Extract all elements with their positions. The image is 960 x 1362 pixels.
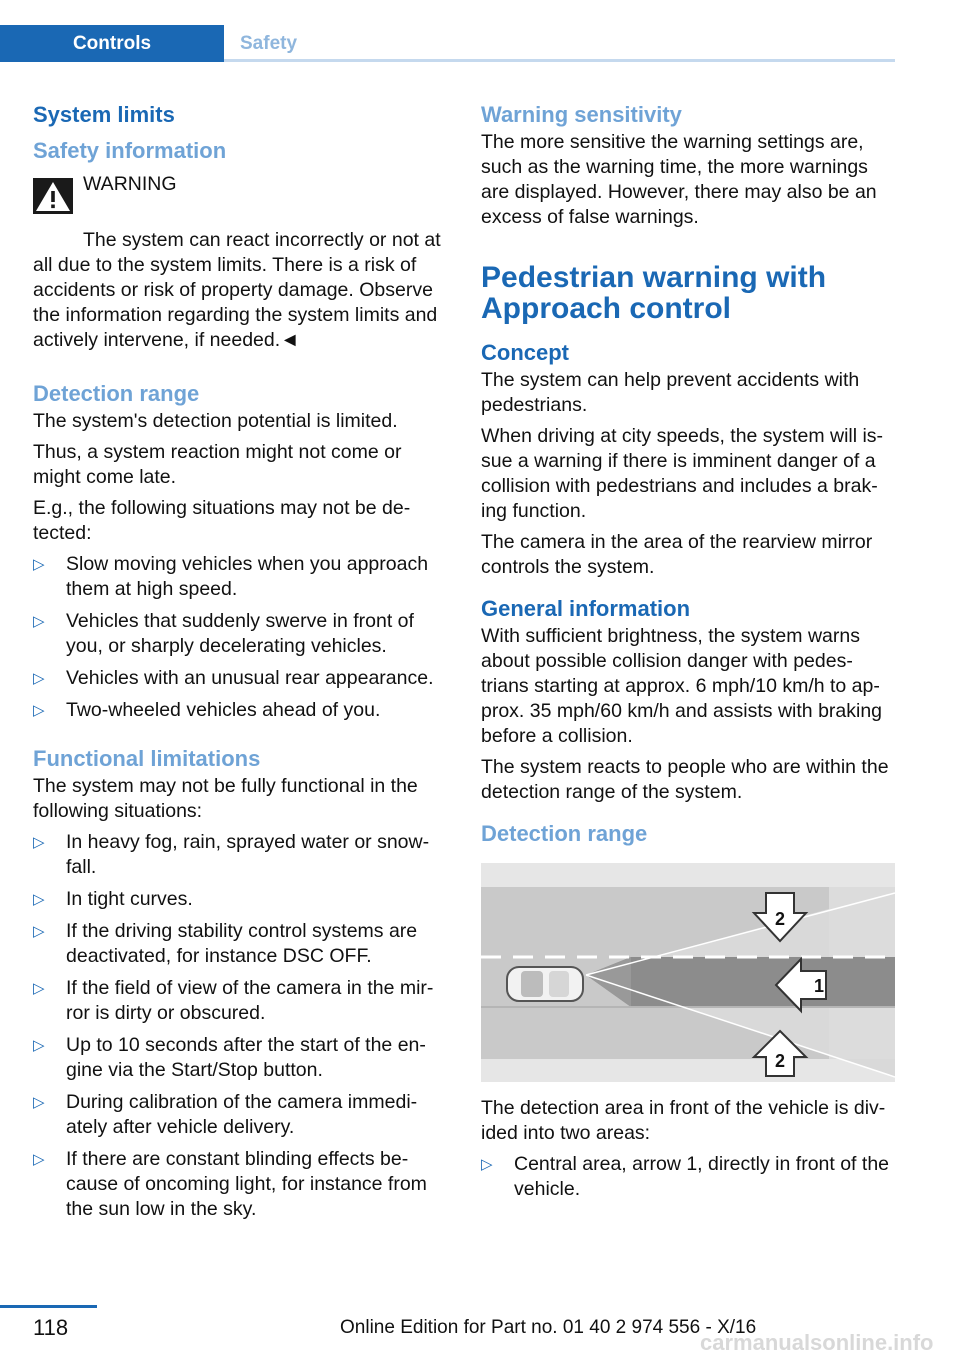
- general-p1: With sufficient brightness, the system warns about possible collision danger with pedes‐trians starting at approx. 6 mph/10 km/h to ap‐prox. 35 mph/60 km/h and assists with braking before a collision.: [481, 625, 883, 747]
- functional-list: [33, 830, 445, 1222]
- triangle-bullet-icon: ▷: [33, 834, 45, 851]
- heading-warning-sensitivity: Warning sensitivity: [481, 102, 682, 127]
- list-item: ▷ Slow moving vehicles when you approach them at high speed.: [33, 553, 429, 600]
- triangle-bullet-icon: ▷: [33, 702, 45, 719]
- after-figure-p1: The detection area in front of the vehicle is div‐ided into two areas:: [481, 1097, 886, 1144]
- list-item: ▷ Up to 10 seconds after the start of the en‐gine via the Start/Stop button.: [33, 1034, 426, 1081]
- label-arrow-center: 1: [813, 976, 825, 996]
- triangle-bullet-icon: ▷: [481, 1156, 493, 1173]
- header-tabbar: [0, 0, 895, 62]
- triangle-bullet-icon: ▷: [33, 923, 45, 940]
- heading-concept: Concept: [481, 340, 569, 365]
- tab-safety[interactable]: Safety: [240, 32, 298, 54]
- list-item: ▷ Two-wheeled vehicles ahead of you.: [33, 699, 381, 721]
- detection-list: [33, 552, 445, 723]
- label-arrow-bottom: 2: [774, 1051, 786, 1071]
- detection-p3: E.g., the following situations may not be de‐tected:: [33, 497, 411, 544]
- list-item: ▷ Vehicles with an unusual rear appearance.: [33, 667, 434, 689]
- heading-system-limits: System limits: [33, 102, 175, 127]
- triangle-bullet-icon: ▷: [33, 613, 45, 630]
- detection-p1: The system's detection potential is limited.: [33, 410, 398, 432]
- heading-general-information: General information: [481, 596, 691, 621]
- page-number: 118: [33, 1315, 69, 1340]
- triangle-bullet-icon: ▷: [33, 1037, 45, 1054]
- concept-p3: The camera in the area of the rearview mirror controls the system.: [481, 531, 873, 578]
- right-column: [481, 100, 895, 1209]
- triangle-bullet-icon: ▷: [33, 1151, 45, 1168]
- vehicle-icon: [507, 967, 583, 1001]
- warning-triangle-icon: [33, 178, 73, 214]
- triangle-bullet-icon: ▷: [33, 1094, 45, 1111]
- heading-detection-range-left: Detection range: [33, 381, 200, 406]
- list-item: ▷ In heavy fog, rain, sprayed water or snow‐fall.: [33, 831, 430, 878]
- heading-functional-limitations: Functional limitations: [33, 746, 261, 771]
- tab-underline: [224, 59, 895, 62]
- footer-rule: [0, 1305, 97, 1308]
- concept-p2: When driving at city speeds, the system will is‐sue a warning if there is imminent danger of a collision with pedestrians and includes a brak‐ing function.: [481, 425, 884, 522]
- edition-text: Online Edition for Part no. 01 40 2 974 556 - X/16: [340, 1317, 757, 1338]
- triangle-bullet-icon: ▷: [33, 980, 45, 997]
- concept-p1: The system can help prevent accidents with pedestrians.: [481, 369, 860, 416]
- list-item: ▷ If there are constant blinding effects be‐cause of oncoming light, for instance from the sun low in the sky.: [33, 1148, 427, 1220]
- warning-text: [33, 203, 445, 353]
- warning-text-content: The system can react incorrectly or not at all due to the system limits. There is a risk of accidents or risk of property damage. Observe the information regarding the system limits and actively intervene, if needed.◄: [33, 229, 441, 351]
- triangle-bullet-icon: ▷: [33, 891, 45, 908]
- heading-pedestrian-warning: Pedestrian warning with Approach control: [481, 261, 827, 325]
- warning-box: [33, 172, 445, 353]
- list-item: ▷ If the field of view of the camera in the mir‐ror is dirty or obscured.: [33, 977, 434, 1024]
- triangle-bullet-icon: ▷: [33, 670, 45, 687]
- list-item: ▷ If the driving stability control systems are deactivated, for instance DSC OFF.: [33, 920, 418, 967]
- tab-controls[interactable]: Controls: [0, 25, 224, 62]
- label-arrow-top: 2: [774, 909, 786, 929]
- warning-label: WARNING: [83, 173, 177, 195]
- general-p2: The system reacts to people who are within the detection range of the system.: [481, 756, 889, 803]
- left-column: [33, 100, 445, 1229]
- functional-p1: The system may not be fully functional in the following situations:: [33, 775, 418, 822]
- list-item: ▷ Central area, arrow 1, directly in front of the vehicle.: [481, 1153, 890, 1200]
- detection-range-figure: [481, 863, 895, 1082]
- heading-detection-range-right: Detection range: [481, 821, 648, 846]
- area-list: [481, 1152, 895, 1202]
- triangle-bullet-icon: ▷: [33, 556, 45, 573]
- list-item: ▷ During calibration of the camera immedi‐ately after vehicle delivery.: [33, 1091, 418, 1138]
- detection-p2: Thus, a system reaction might not come or might come late.: [33, 441, 402, 488]
- detection-range-diagram: [481, 863, 895, 1082]
- list-item: ▷ In tight curves.: [33, 888, 193, 910]
- list-item: ▷ Vehicles that suddenly swerve in front of you, or sharply decelerating vehicles.: [33, 610, 414, 657]
- watermark: carmanualsonline.info: [700, 1330, 934, 1355]
- sensitivity-p1: The more sensitive the warning settings are, such as the warning time, the more warnings are displayed. However, there may also be an excess of false warnings.: [481, 131, 877, 228]
- heading-safety-information: Safety information: [33, 138, 227, 163]
